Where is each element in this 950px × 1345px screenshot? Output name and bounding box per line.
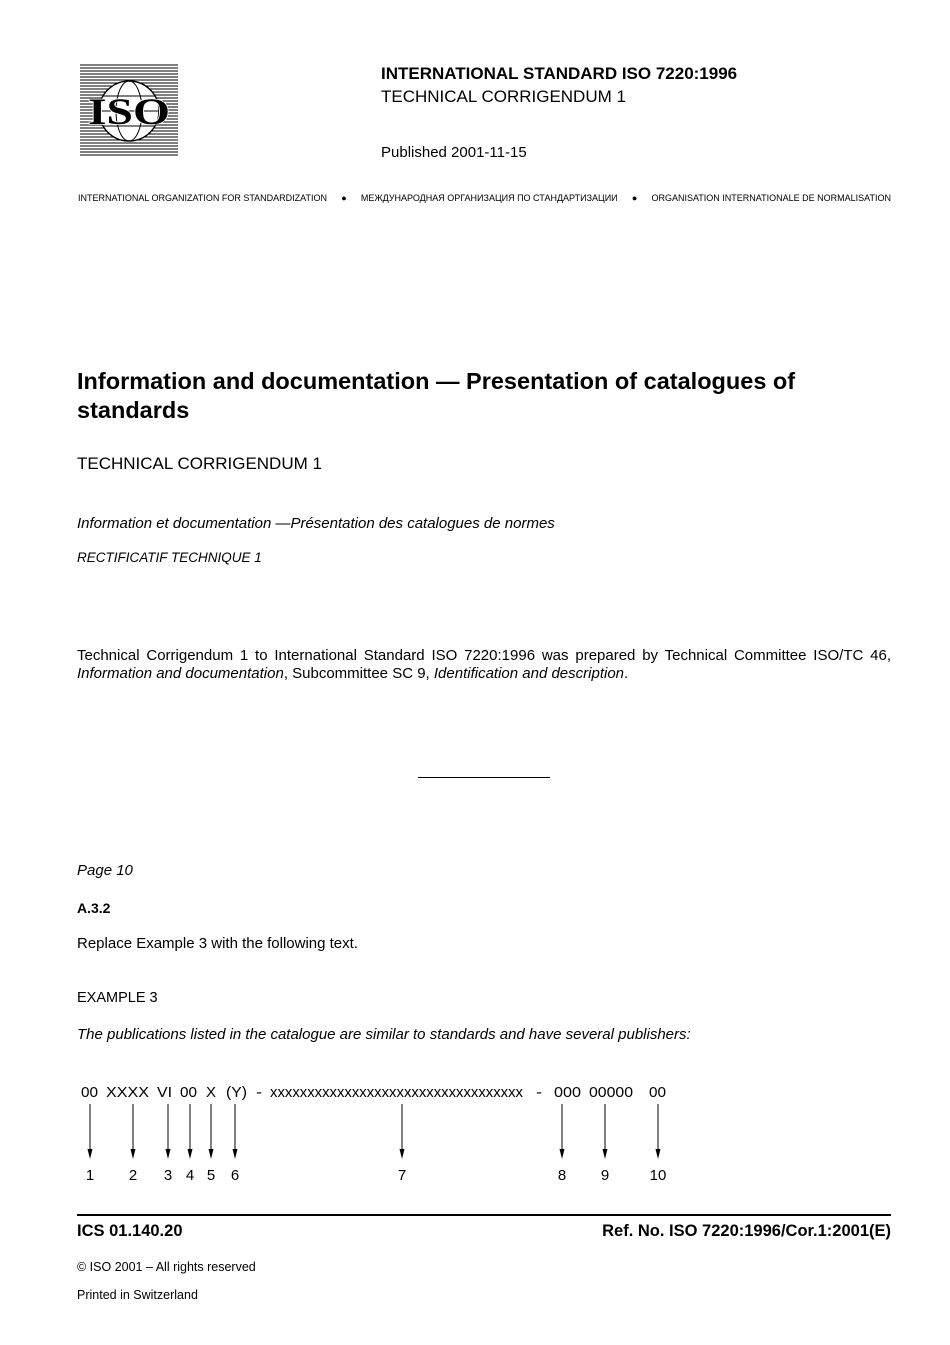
bullet-separator: ● bbox=[631, 193, 638, 203]
intro-text: , Subcommittee SC 9, bbox=[283, 665, 434, 682]
corrigendum-label-french: RECTIFICATIF TECHNIQUE 1 bbox=[77, 550, 262, 565]
example-description: The publications listed in the catalogue are similar to standards and have several publishers: bbox=[77, 1026, 691, 1043]
example-code-diagram bbox=[70, 1075, 690, 1195]
example-label: EXAMPLE 3 bbox=[77, 990, 158, 1006]
document-title: Information and documentation — Presentation of catalogues of standards bbox=[77, 368, 796, 423]
arrow-head bbox=[166, 1149, 171, 1159]
code-segment: 00 bbox=[180, 1084, 197, 1101]
position-label: 4 bbox=[185, 1167, 195, 1184]
position-label: 7 bbox=[397, 1167, 407, 1184]
intro-text: Technical Corrigendum 1 to International Standard ISO 7220:1996 was prepared by Technical Committee ISO/TC 46, bbox=[77, 647, 891, 664]
published-date: Published 2001-11-15 bbox=[381, 144, 527, 161]
arrow-head bbox=[233, 1149, 238, 1159]
code-segment: 00 bbox=[81, 1084, 98, 1101]
position-label: 5 bbox=[206, 1167, 216, 1184]
arrow-head bbox=[188, 1149, 193, 1159]
code-segment: xxxxxxxxxxxxxxxxxxxxxxxxxxxxxxxxxx bbox=[270, 1084, 524, 1101]
standard-title: INTERNATIONAL STANDARD ISO 7220:1996 bbox=[381, 64, 738, 83]
clause-number: A.3.2 bbox=[77, 900, 111, 916]
arrow-head bbox=[400, 1149, 405, 1159]
org-name-ru: МЕЖДУНАРОДНАЯ ОРГАНИЗАЦИЯ ПО СТАНДАРТИЗАЦИИ bbox=[360, 193, 618, 203]
committee-name: Information and documentation bbox=[77, 665, 284, 682]
document-title-french: Information et documentation —Présentation des catalogues de normes bbox=[77, 515, 555, 532]
bullet-separator: ● bbox=[341, 193, 347, 203]
code-segment: XXXX bbox=[106, 1084, 149, 1101]
reference-number: Ref. No. ISO 7220:1996/Cor.1:2001(E) bbox=[602, 1222, 891, 1240]
position-label: 9 bbox=[600, 1167, 610, 1184]
position-label: 10 bbox=[649, 1167, 667, 1184]
section-separator bbox=[418, 777, 550, 778]
position-label: 8 bbox=[557, 1167, 567, 1184]
position-label: 3 bbox=[163, 1167, 173, 1184]
arrow-head bbox=[131, 1149, 136, 1159]
arrow-head bbox=[560, 1149, 565, 1159]
org-name-fr: ORGANISATION INTERNATIONALE DE NORMALISATION bbox=[651, 193, 891, 203]
code-segment: 000 bbox=[554, 1084, 581, 1101]
code-segment: - bbox=[256, 1084, 262, 1101]
code-segment: - bbox=[536, 1084, 542, 1101]
code-segment: (Y) bbox=[226, 1084, 247, 1101]
standard-subtitle: TECHNICAL CORRIGENDUM 1 bbox=[381, 87, 626, 106]
arrow-head bbox=[656, 1149, 661, 1159]
page-reference: Page 10 bbox=[77, 862, 133, 879]
iso-logo bbox=[80, 64, 178, 158]
position-label: 1 bbox=[85, 1167, 95, 1184]
org-name-en: INTERNATIONAL ORGANIZATION FOR STANDARDIZATION bbox=[78, 193, 328, 203]
printed-notice: Printed in Switzerland bbox=[77, 1288, 198, 1302]
corrigendum-label: TECHNICAL CORRIGENDUM 1 bbox=[77, 454, 322, 473]
iso-logo-text: ISO bbox=[88, 92, 170, 133]
subcommittee-name: Identification and description bbox=[433, 665, 624, 682]
code-segment: 00000 bbox=[589, 1084, 633, 1101]
code-segment: VI bbox=[157, 1084, 172, 1101]
ics-code: ICS 01.140.20 bbox=[77, 1222, 183, 1240]
intro-text: . bbox=[624, 665, 629, 682]
copyright-notice: © ISO 2001 – All rights reserved bbox=[77, 1260, 256, 1274]
arrow-head bbox=[209, 1149, 214, 1159]
arrow-head bbox=[603, 1149, 608, 1159]
position-label: 6 bbox=[230, 1167, 240, 1184]
footer-rule bbox=[77, 1214, 891, 1216]
organization-line bbox=[78, 193, 891, 203]
intro-paragraph bbox=[77, 647, 891, 683]
position-label: 2 bbox=[128, 1167, 138, 1184]
code-segment: 00 bbox=[649, 1084, 666, 1101]
code-segment: X bbox=[206, 1084, 216, 1101]
change-instruction: Replace Example 3 with the following text. bbox=[77, 935, 358, 952]
arrow-head bbox=[88, 1149, 93, 1159]
